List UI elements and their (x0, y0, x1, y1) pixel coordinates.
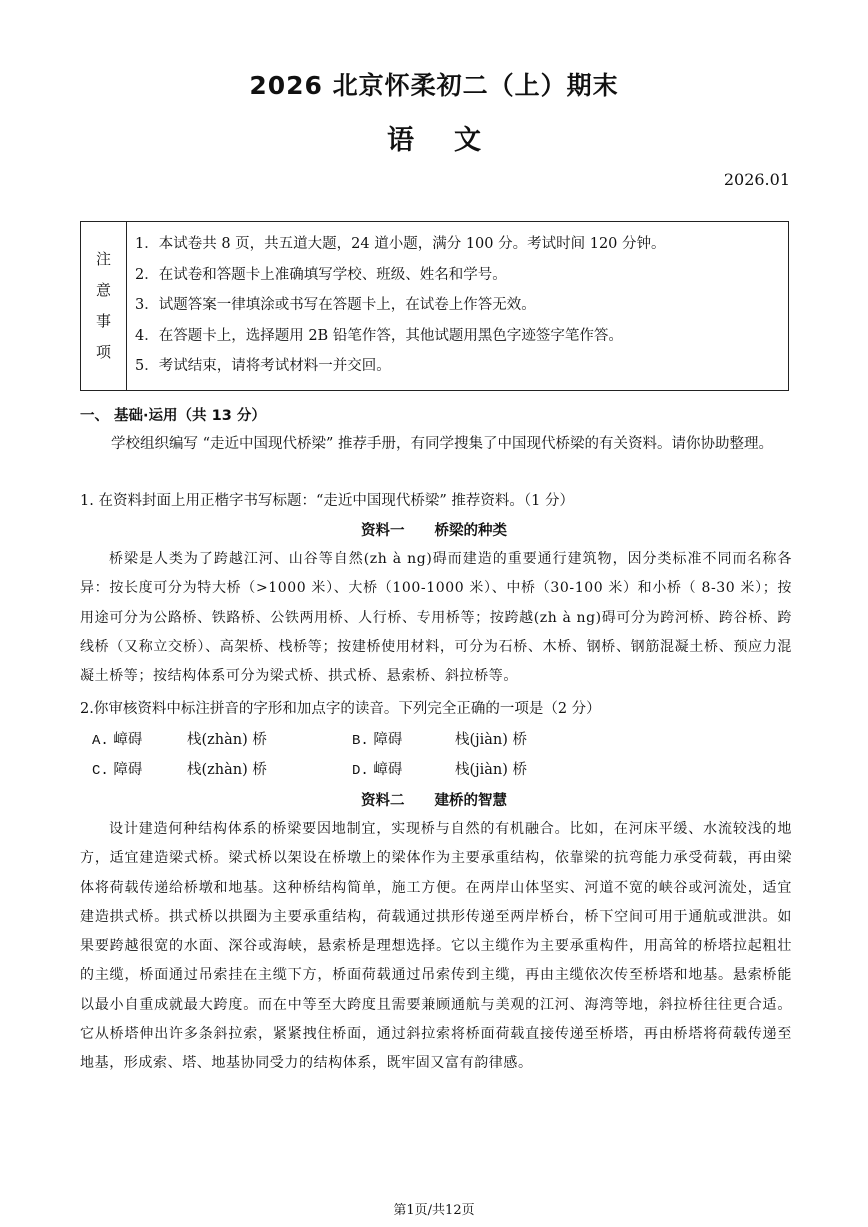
notice-item: 2．在试卷和答题卡上准确填写学校、班级、姓名和学号。 (135, 266, 507, 283)
notice-label-char: 事 (95, 312, 111, 330)
material-title: 桥梁的种类 (434, 523, 507, 539)
question-2-stem: 2.你审核资料中标注拼音的字形和加点字的读音。下列完全正确的一项是（2 分） (80, 701, 601, 717)
material-1-text: 桥梁是人类为了跨越江河、山谷等自然(zh à ng)碍而建造的重要通行建筑物，因分类标准不同而名称各异：按长度可分为特大桥（>1000 米）、大桥（100-1000 米）、中桥（30-100 米）和小桥（ 8-30 米）；按用途可分为公路桥、铁路桥、公铁两用桥、人行桥、专用桥等；按跨越(zh à ng)碍可分为跨河桥、跨谷桥、跨线桥（又称立交桥）、高架桥、栈桥等；按建桥使用材料，可分为石桥、木桥、钢桥、钢筋混凝土桥、预应力混凝土桥等；按结构体系可分为梁式桥、拱式桥、悬索桥、斜拉桥等。 (80, 551, 792, 685)
subject-title: 语文 (387, 125, 521, 156)
notice-item: 5．考试结束，请将考试材料一并交回。 (135, 358, 391, 374)
exam-date: 2026.01 (723, 170, 790, 189)
option-d-pinyin: 栈(jiàn) 桥 (455, 762, 528, 778)
notice-label-char: 注 (95, 250, 111, 268)
option-word: 障碍 (113, 762, 143, 778)
option-c-pinyin: 栈(zhàn) 桥 (187, 762, 267, 778)
notice-label-char: 意 (95, 281, 111, 299)
section-intro: 学校组织编写 “走近中国现代桥梁” 推荐手册，有同学搜集了中国现代桥梁的有关资料。请你协助整理。 (111, 436, 774, 452)
option-word: 嶂碍 (373, 762, 403, 778)
exam-title: 2026 北京怀柔初二（上）期末 (249, 71, 619, 100)
notice-label-char: 项 (95, 343, 111, 361)
notice-label (81, 222, 127, 390)
option-a (92, 728, 142, 749)
option-letter: D. (352, 763, 369, 779)
material-label: 资料二 (361, 793, 405, 809)
option-d (352, 758, 402, 779)
option-c (92, 758, 142, 779)
material-label: 资料一 (361, 523, 405, 539)
question-1: 1. 在资料封面上用正楷字书写标题：“走近中国现代桥梁” 推荐资料。（1 分） (80, 493, 574, 509)
page-footer: 第1页/共12页 (393, 1203, 475, 1218)
option-letter: A. (92, 733, 109, 749)
option-letter: C. (92, 763, 109, 779)
material-1-title (0, 519, 868, 540)
notice-item: 3．试题答案一律填涂或书写在答题卡上，在试卷上作答无效。 (135, 297, 536, 313)
option-word: 障碍 (373, 732, 403, 748)
option-b-pinyin: 栈(jiàn) 桥 (455, 732, 528, 748)
material-2-title (0, 789, 868, 810)
option-b (352, 728, 402, 749)
notice-list (127, 222, 666, 390)
section-heading: 一、 基础·运用（共 13 分） (80, 408, 266, 424)
option-word: 嶂碍 (113, 732, 143, 748)
material-title: 建桥的智慧 (434, 793, 507, 809)
option-letter: B. (352, 733, 369, 749)
notice-item: 1．本试卷共 8 页，共五道大题，24 道小题，满分 100 分。考试时间 120 分钟。 (135, 236, 666, 252)
material-2-text: 设计建造何种结构体系的桥梁要因地制宜，实现桥与自然的有机融合。比如，在河床平缓、水流较浅的地方，适宜建造梁式桥。梁式桥以架设在桥墩上的梁体作为主要承重结构，依靠梁的抗弯能力承受荷载，再由梁体将荷载传递给桥墩和地基。这种桥结构简单，施工方便。在两岸山体坚实、河道不宽的峡谷或河流处，适宜建造拱式桥。拱式桥以拱圈为主要承重结构，荷载通过拱形传递至两岸桥台，桥下空间可用于通航或泄洪。如果要跨越很宽的水面、深谷或海峡，悬索桥是理想选择。它以主缆作为主要承重构件，用高耸的桥塔拉起粗壮的主缆，桥面通过吊索挂在主缆下方，桥面荷载通过吊索传到主缆，再由主缆依次传至桥塔和地基。悬索桥能以最小自重成就最大跨度。而在中等至大跨度且需要兼顾通航与美观的江河、海湾等地，斜拉桥往往更合适。它从桥塔伸出许多条斜拉索，紧紧拽住桥面，通过斜拉索将桥面荷载直接传递至桥塔，再由桥塔将荷载传递至地基，形成索、塔、地基协同受力的结构体系，既牢固又富有韵律感。 (80, 821, 792, 1072)
notice-box (80, 221, 789, 391)
option-a-pinyin: 栈(zhàn) 桥 (187, 732, 267, 748)
notice-item: 4．在答题卡上，选择题用 2B 铅笔作答，其他试题用黑色字迹签字笔作答。 (135, 327, 623, 344)
